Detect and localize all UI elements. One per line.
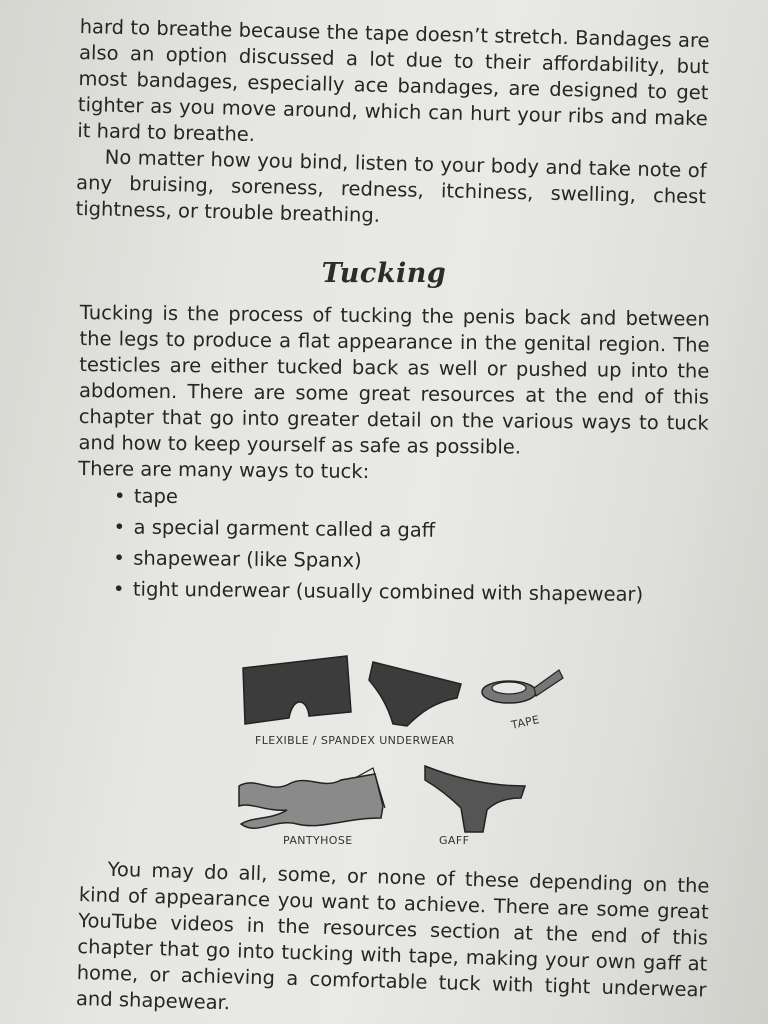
list-lead: There are many ways to tuck: xyxy=(78,456,370,484)
brief-drawing xyxy=(369,662,461,726)
garment-illustration-svg xyxy=(225,640,575,855)
binding-paragraphs xyxy=(75,14,710,236)
list-item: • shapewear (like Spanx) xyxy=(113,546,707,576)
paragraph-listen-to-body: No matter how you bind, listen to your body and take note of any bruising, soreness, redness, itchiness, swelling, chest tightness, or trouble breathing. xyxy=(75,145,707,227)
section-heading: Tucking xyxy=(321,258,447,289)
garment-illustration xyxy=(225,640,575,855)
gaff-drawing xyxy=(425,766,525,832)
paragraph-binding-tape: hard to breathe because the tape doesn’t stretch. Bandages are also an option discussed a lot due to their affordability, but most bandages, especially ace bandages, are designed to get tighter as you move around, which can hurt your ribs and make it hard to breathe. xyxy=(77,14,710,146)
tucking-methods-list xyxy=(113,484,708,607)
paragraph-all-some-none: You may do all, some, or none of these depending on the kind of appearance you want to achieve. There are some great YouTube videos in the resources section at the end of this chapter that go into tucking with tape, making your own gaff at home, or achieving a comfortable tuck with tight underwear and shapewear. xyxy=(75,857,710,1015)
paragraph-tucking-intro: Tucking is the process of tucking the penis back and between the legs to produce a flat appearance in the genital region. The testicles are either tucked back as well or pushed up into the abdomen. There are some great resources at the end of this chapter that go into greater detail on the various ways to tuck and how to keep yourself as safe as possible. xyxy=(78,300,710,459)
pantyhose-drawing xyxy=(239,774,383,828)
label-tape: TAPE xyxy=(510,713,541,732)
label-underwear: FLEXIBLE / SPANDEX UNDERWEAR xyxy=(255,734,455,747)
tucking-section xyxy=(77,300,710,615)
underwear-drawing xyxy=(243,656,351,724)
list-item: • tape xyxy=(114,484,708,514)
label-gaff: GAFF xyxy=(439,834,470,847)
tape-roll-drawing xyxy=(482,670,563,703)
label-pantyhose: PANTYHOSE xyxy=(283,834,353,847)
list-item: • a special garment called a gaff xyxy=(113,515,707,545)
closing-section xyxy=(76,856,710,1024)
list-item: • tight underwear (usually combined with shapewear) xyxy=(113,577,707,607)
